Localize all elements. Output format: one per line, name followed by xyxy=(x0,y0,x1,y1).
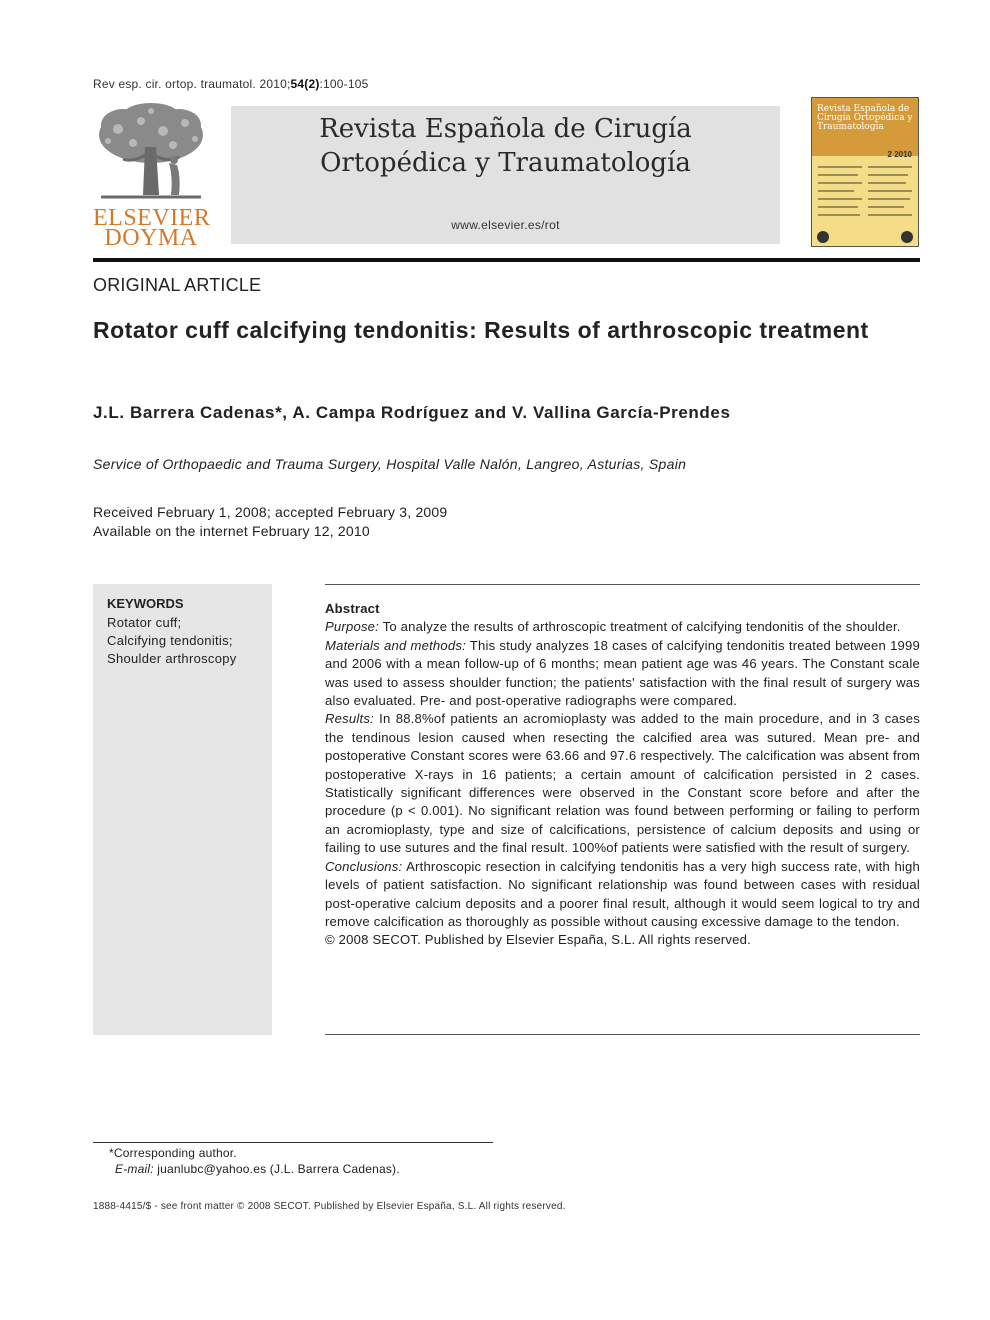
header-rule xyxy=(93,258,920,262)
results-text: In 88.8%of patients an acromioplasty was added to the main procedure, and in 3 cases the tendinous lesion caused when resecting the calcified area was sutured. Mean pre- and postoperative Constant scores were 63.66 and 97.6 respectively. The calcification was absent from postoperative X-rays in 16 patients; a certain amount of calcification persisted in 2 cases. Statistically significant differences were observed in the Constant score before and after the procedure (p < 0.001). No significant relation was found between performing or failing to perform an acromioplasty, type and size of calcifications, persistence of calcium deposits and using or failing to use sutures and the final result. 100%of patients were satisfied with the result of surgery. xyxy=(325,711,920,856)
conclusions-label: Conclusions: xyxy=(325,858,403,874)
abstract-results xyxy=(325,710,920,857)
corresponding-author: *Corresponding author. xyxy=(109,1146,237,1160)
cover-toc-line xyxy=(818,206,858,208)
logo-word-doyma: DOYMA xyxy=(104,225,198,251)
journal-cover-thumbnail xyxy=(811,97,919,247)
authors: J.L. Barrera Cadenas*, A. Campa Rodríguez and V. Vallina García-Prendes xyxy=(93,403,731,422)
journal-title-line1: Revista Española de Cirugía xyxy=(319,114,692,144)
issn-line: 1888-4415/$ - see front matter © 2008 SECOT. Published by Elsevier España, S.L. All rights reserved. xyxy=(93,1201,566,1212)
cover-issue: 2 2010 xyxy=(887,150,912,159)
conclusions-text: Arthroscopic resection in calcifying tendonitis has a very high success rate, with high levels of patient satisfaction. No significant relationship was found between cases with residual post-operative calcium deposits and a poorer final result, although it would seem logical to try and remove calcification as thoroughly as possible without causing excessive damage to the tendon. xyxy=(325,858,920,929)
author-email xyxy=(93,1161,400,1177)
citation-text: Rev esp. cir. ortop. traumatol. 2010; xyxy=(93,77,291,91)
tree-icon xyxy=(93,103,209,203)
abstract-heading: Abstract xyxy=(325,601,380,616)
cover-toc-line xyxy=(868,198,910,200)
cover-toc-line xyxy=(818,198,862,200)
abstract-rule-top xyxy=(325,584,920,585)
cover-toc-line xyxy=(868,214,912,216)
email-text[interactable]: juanlubc@yahoo.es (J.L. Barrera Cadenas). xyxy=(153,1162,400,1176)
footnote xyxy=(93,1145,400,1177)
abstract-methods xyxy=(325,637,920,711)
journal-url[interactable]: www.elsevier.es/rot xyxy=(451,218,560,232)
journal-title xyxy=(231,112,780,180)
methods-label: Materials and methods: xyxy=(325,637,466,653)
cover-society-icon xyxy=(816,230,830,244)
journal-banner xyxy=(231,106,780,244)
cover-toc-line xyxy=(868,182,906,184)
methods-text: This study analyzes 18 cases of calcifying tendonitis treated between 1999 and 2006 with a mean follow-up of 6 months; mean patient age was 46 years. The Constant scale was used to assess shoulder function; the patients' satisfaction with the final result of surgery was also evaluated. Pre- and post-operative radiographs were compared. xyxy=(325,637,920,709)
citation-volume: 54(2) xyxy=(290,77,320,91)
cover-toc-line xyxy=(868,206,904,208)
citation-pages: :100-105 xyxy=(319,77,369,91)
logo-word-elsevier: ELSEVIER xyxy=(93,205,211,231)
abstract-purpose xyxy=(325,618,920,636)
footnote-rule xyxy=(93,1142,493,1143)
keyword-item: Shoulder arthroscopy xyxy=(107,651,237,666)
received-date: Received February 1, 2008; accepted February 3, 2009 xyxy=(93,504,448,520)
cover-toc-line xyxy=(818,214,860,216)
section-label: ORIGINAL ARTICLE xyxy=(93,275,262,295)
cover-toc-line xyxy=(868,190,912,192)
cover-toc-line xyxy=(818,166,862,168)
keywords-box xyxy=(93,584,272,1035)
purpose-text: To analyze the results of arthroscopic treatment of calcifying tendonitis of the shoulder. xyxy=(379,619,901,635)
abstract-copyright: © 2008 SECOT. Published by Elsevier España, S.L. All rights reserved. xyxy=(325,932,751,948)
cover-toc-line xyxy=(818,174,858,176)
affiliation: Service of Orthopaedic and Trauma Surgery, Hospital Valle Nalón, Langreo, Asturias, Spain xyxy=(93,456,687,472)
available-date: Available on the internet February 12, 2010 xyxy=(93,523,370,539)
purpose-label: Purpose: xyxy=(325,619,380,635)
cover-toc-line xyxy=(868,166,912,168)
abstract xyxy=(325,600,920,950)
article-title: Rotator cuff calcifying tendonitis: Results of arthroscopic treatment xyxy=(93,317,869,343)
journal-title-line2: Ortopédica y Traumatología xyxy=(320,148,691,178)
cover-toc-line xyxy=(868,174,908,176)
cover-toc-line xyxy=(818,190,854,192)
cover-publisher-icon xyxy=(900,230,914,244)
cover-toc-line xyxy=(818,182,862,184)
keywords-heading: KEYWORDS xyxy=(107,596,184,611)
abstract-rule-bottom xyxy=(325,1034,920,1035)
citation xyxy=(93,77,369,91)
abstract-conclusions xyxy=(325,858,920,932)
article-dates xyxy=(93,503,447,541)
keyword-item: Rotator cuff; xyxy=(107,615,182,630)
keyword-item: Calcifying tendonitis; xyxy=(107,633,233,648)
cover-title: Revista Española de Cirugía Ortopédica y Traumatología xyxy=(817,104,913,132)
elsevier-logo xyxy=(93,103,209,249)
results-label: Results: xyxy=(325,711,374,727)
email-label: E-mail: xyxy=(115,1162,154,1176)
